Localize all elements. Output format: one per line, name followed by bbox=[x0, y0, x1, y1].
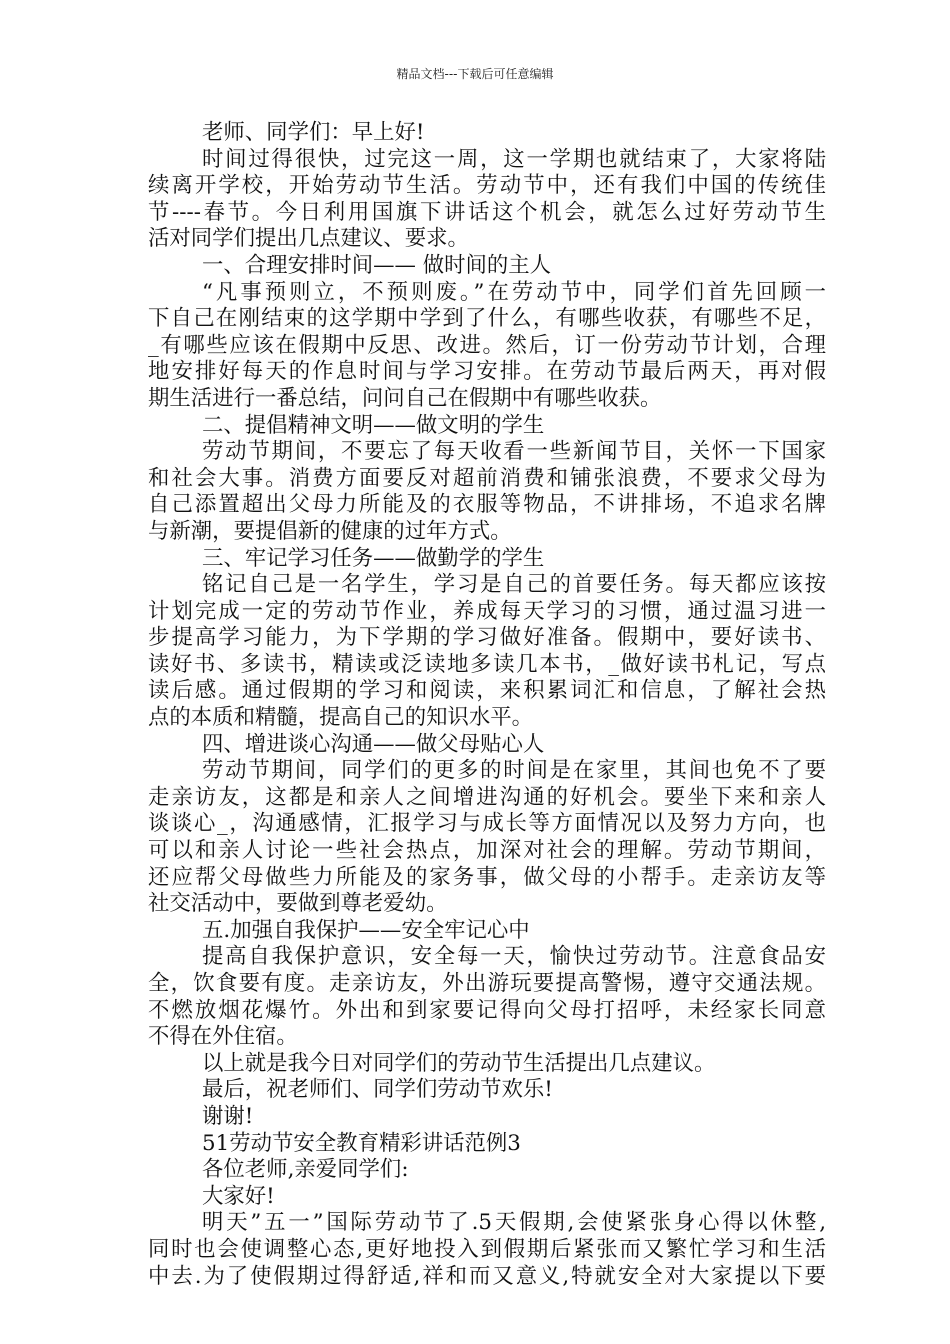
text-line: 自己添置超出父母力所能及的衣服等物品，不讲排场，不追求名牌 bbox=[148, 492, 826, 518]
text-line: 计划完成一定的劳动节作业，养成每天学习的习惯，通过温习进一 bbox=[148, 598, 826, 624]
text-line: 劳动节期间，同学们的更多的时间是在家里，其间也免不了要 bbox=[202, 758, 826, 784]
text-line: 同时也会使调整心态,更好地投入到假期后紧张而又繁忙学习和生活 bbox=[148, 1236, 826, 1262]
text-line: 全，饮食要有度。走亲访友，外出游玩要提高警惕，遵守交通法规。 bbox=[148, 971, 826, 996]
text-line: 最后，祝老师们、同学们劳动节欢乐! bbox=[202, 1077, 553, 1103]
text-line: 社交活动中，要做到尊老爱幼。 bbox=[148, 891, 448, 917]
text-line: 三、牢记学习任务——做勤学的学生 bbox=[202, 545, 545, 571]
document-body bbox=[148, 120, 826, 1290]
text-line: _有哪些应该在假期中反思、改进。然后，订一份劳动节计划，合理 bbox=[148, 332, 826, 358]
text-line: 还应帮父母做些力所能及的家务事，做父母的小帮手。走亲访友等 bbox=[148, 864, 826, 890]
page-header-note: 精品文档---下载后可任意编辑 bbox=[396, 67, 554, 81]
text-line: 谈谈心_，沟通感情，汇报学习与成长等方面情况以及努力方向，也 bbox=[148, 811, 826, 837]
text-line: “凡事预则立，不预则废。”在劳动节中，同学们首先回顾一 bbox=[202, 279, 826, 305]
text-line: 二、提倡精神文明——做文明的学生 bbox=[202, 412, 545, 438]
text-line: 明天”五一”国际劳动节了.5天假期,会使紧张身心得以休整, bbox=[202, 1210, 826, 1236]
text-line: 不燃放烟花爆竹。外出和到家要记得向父母打招呼，未经家长同意 bbox=[148, 997, 826, 1023]
text-line: 铭记自己是一名学生，学习是自己的首要任务。每天都应该按 bbox=[202, 572, 826, 598]
text-line: 和社会大事。消费方面要反对超前消费和铺张浪费，不要求父母为 bbox=[148, 465, 826, 491]
text-line: 劳动节期间，不要忘了每天收看一些新闻节目，关怀一下国家 bbox=[202, 439, 826, 465]
text-line: 51劳动节安全教育精彩讲话范例3 bbox=[202, 1130, 521, 1156]
text-line: 老师、同学们：早上好! bbox=[202, 120, 425, 145]
text-line: 一、合理安排时间—— 做时间的主人 bbox=[202, 252, 552, 278]
text-line: 不得在外住宿。 bbox=[148, 1024, 298, 1050]
text-line: 时间过得很快，过完这一周，这一学期也就结束了，大家将陆 bbox=[202, 146, 826, 172]
text-line: 地安排好每天的作息时间与学习安排。在劳动节最后两天，再对假 bbox=[148, 359, 826, 385]
text-line: 谢谢! bbox=[202, 1103, 254, 1129]
text-line: 大家好! bbox=[202, 1183, 275, 1209]
text-line: 可以和亲人讨论一些社会热点，加深对社会的理解。劳动节期间， bbox=[148, 838, 826, 864]
text-line: 读好书、多读书，精读或泛读地多读几本书，_做好读书札记，写点 bbox=[148, 651, 826, 677]
text-line: 走亲访友，这都是和亲人之间增进沟通的好机会。要坐下来和亲人 bbox=[148, 784, 826, 810]
text-line: 中去.为了使假期过得舒适,祥和而又意义,特就安全对大家提以下要 bbox=[148, 1263, 826, 1289]
text-line: 点的本质和精髓，提高自己的知识水平。 bbox=[148, 705, 534, 731]
text-line: 节----春节。今日利用国旗下讲话这个机会，就怎么过好劳动节生 bbox=[148, 199, 826, 225]
text-line: 提高自我保护意识，安全每一天，愉快过劳动节。注意食品安 bbox=[202, 944, 826, 970]
text-line: 续离开学校，开始劳动节生活。劳动节中，还有我们中国的传统佳 bbox=[148, 173, 826, 199]
text-line: 四、增进谈心沟通——做父母贴心人 bbox=[202, 731, 545, 757]
text-line: 步提高学习能力，为下学期的学习做好准备。假期中，要好读书、 bbox=[148, 625, 826, 651]
text-line: 读后感。通过假期的学习和阅读，来积累词汇和信息，了解社会热 bbox=[148, 678, 826, 704]
text-line: 五.加强自我保护——安全牢记心中 bbox=[202, 917, 530, 943]
text-line: 期生活进行一番总结，问问自己在假期中有哪些收获。 bbox=[148, 385, 662, 411]
text-line: 以上就是我今日对同学们的劳动节生活提出几点建议。 bbox=[202, 1050, 716, 1076]
text-line: 与新潮，要提倡新的健康的过年方式。 bbox=[148, 518, 512, 544]
text-line: 各位老师,亲爱同学们: bbox=[202, 1157, 409, 1183]
text-line: 下自己在刚结束的这学期中学到了什么，有哪些收获，有哪些不足， bbox=[148, 306, 826, 332]
text-line: 活对同学们提出几点建议、要求。 bbox=[148, 226, 469, 252]
